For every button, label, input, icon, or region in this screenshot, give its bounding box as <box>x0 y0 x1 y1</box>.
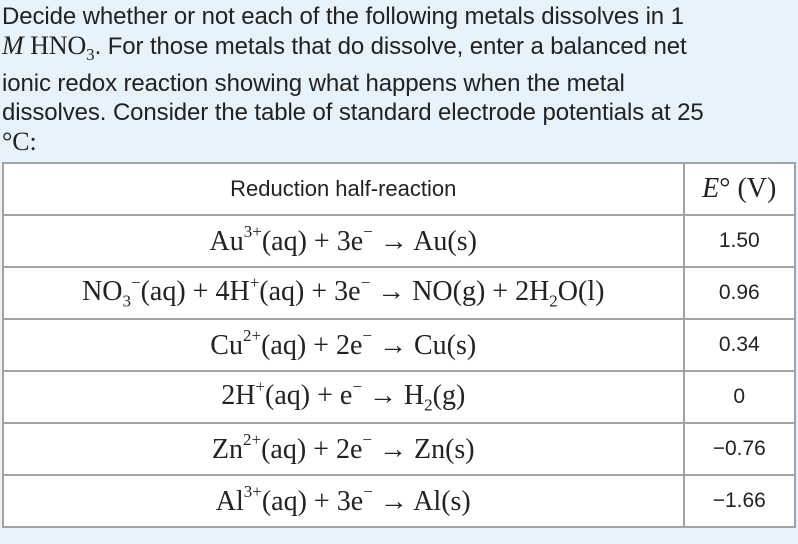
table-row <box>3 319 795 371</box>
reaction-cell: $2H^+(aq) + e^- \to H_2(g)$ <box>3 371 684 423</box>
reaction-cell: $NO_3^-(aq) + 4H^+(aq) + 3e^- \to NO(g) + 2H_2O(l)$ <box>3 267 684 319</box>
potential-cell: −0.76 <box>684 423 795 475</box>
table-row <box>3 215 795 267</box>
table-row <box>3 423 795 475</box>
reaction-cell: $Au^{3+}(aq) + 3e^- \to Au(s)$ <box>3 215 684 267</box>
potential-cell: 0 <box>684 371 795 423</box>
table-header-row <box>3 163 795 215</box>
potential-cell: 1.50 <box>684 215 795 267</box>
prompt-line-2: . For those metals that do dissolve, enter a balanced net <box>94 33 687 60</box>
molarity-symbol: M <box>2 31 24 60</box>
prompt-line-4: dissolves. Consider the table of standard electrode potentials at 25 <box>2 99 704 127</box>
table-row <box>3 371 795 423</box>
question-prompt <box>2 2 792 157</box>
electrode-potentials-table <box>2 162 796 528</box>
reaction-cell: $Cu^{2+}(aq) + 2e^- \to Cu(s)$ <box>3 319 684 371</box>
reaction-cell: $Al^{3+}(aq) + 3e^- \to Al(s)$ <box>3 475 684 527</box>
reaction-cell: $Zn^{2+}(aq) + 2e^- \to Zn(s)$ <box>3 423 684 475</box>
header-standard-potential: E° (V) <box>684 163 795 215</box>
temperature-unit: °C: <box>2 127 37 157</box>
prompt-line-3: ionic redox reaction showing what happens when the metal <box>2 70 625 98</box>
potential-cell: 0.96 <box>684 267 795 319</box>
table-row <box>3 475 795 527</box>
header-reduction-half-reaction: Reduction half-reaction <box>3 163 684 215</box>
table-row <box>3 267 795 319</box>
potential-cell: −1.66 <box>684 475 795 527</box>
acid-formula: $HNO_3$ <box>30 31 95 65</box>
prompt-line-1: Decide whether or not each of the following metals dissolves in 1 <box>2 3 684 30</box>
potential-cell: 0.34 <box>684 319 795 371</box>
